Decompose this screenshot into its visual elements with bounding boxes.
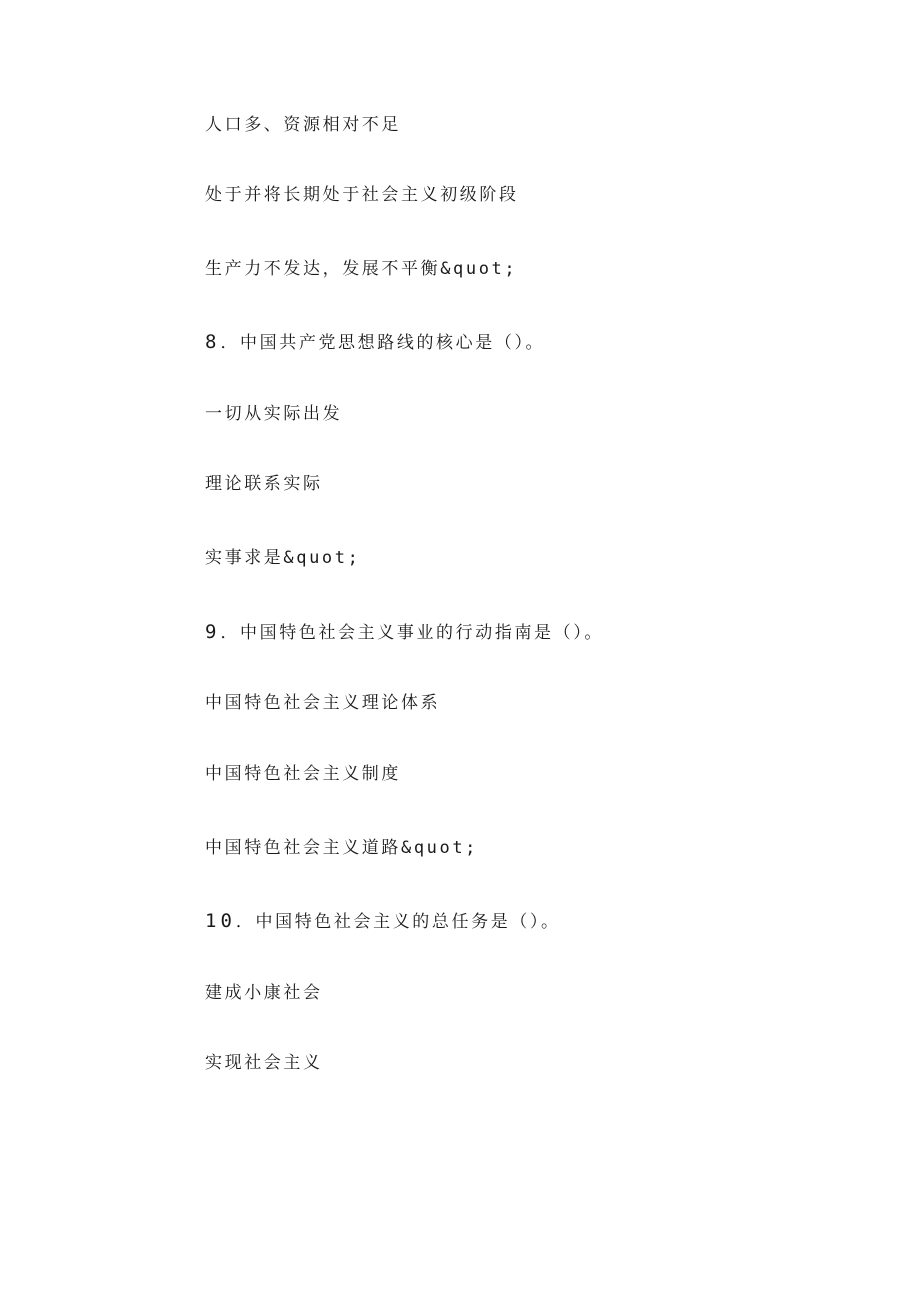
question-number: 10	[205, 910, 236, 932]
question-8	[205, 331, 545, 354]
question-9	[205, 621, 604, 644]
option-text: 一切从实际出发	[205, 404, 343, 424]
option-text: 中国特色社会主义制度	[205, 764, 401, 784]
question-text: ．中国共产党思想路线的核心是（）。	[220, 333, 546, 353]
option-text: 建成小康社会	[205, 983, 323, 1003]
option-text: 理论联系实际	[205, 474, 323, 494]
question-number: 9	[205, 621, 221, 643]
option-text: 中国特色社会主义道路&quot;	[205, 838, 479, 858]
question-number: 8	[205, 331, 221, 353]
option-text: 生产力不发达，发展不平衡&quot;	[205, 259, 518, 279]
option-text: 实现社会主义	[205, 1053, 323, 1073]
option-text: 处于并将长期处于社会主义初级阶段	[205, 185, 519, 205]
question-text: ．中国特色社会主义的总任务是（）。	[235, 912, 561, 932]
option-text: 人口多、资源相对不足	[205, 115, 401, 135]
question-10	[205, 910, 561, 933]
option-text: 实事求是&quot;	[205, 548, 361, 568]
question-text: ．中国特色社会主义事业的行动指南是（）。	[220, 623, 604, 643]
option-text: 中国特色社会主义理论体系	[205, 693, 441, 713]
